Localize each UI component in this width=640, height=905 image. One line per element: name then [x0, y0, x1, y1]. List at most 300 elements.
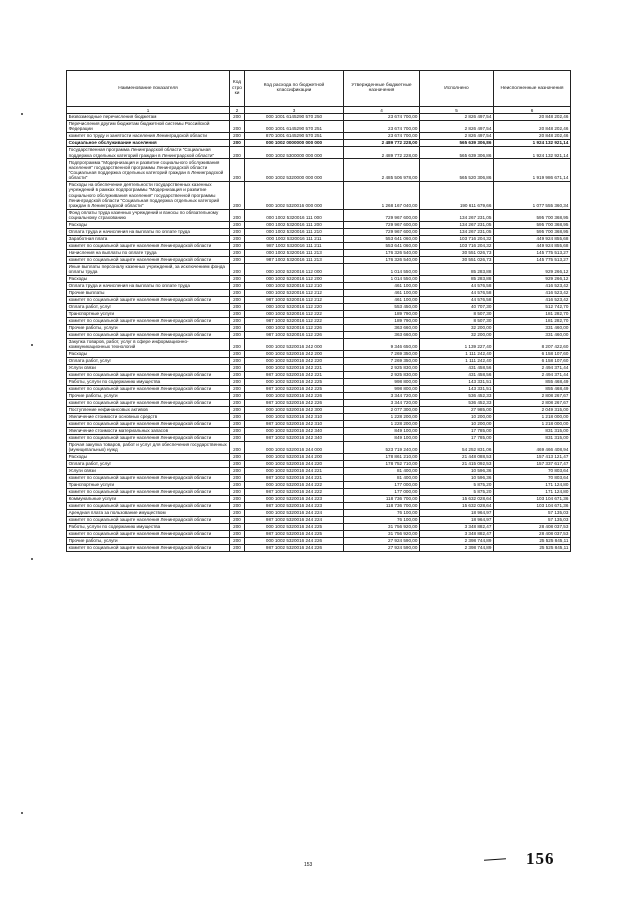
- column-number-row: [67, 106, 571, 113]
- row-line-code: 200: [230, 357, 245, 364]
- row-unexecuted-amount: 70 803,64: [494, 474, 571, 481]
- row-approved-amount: 461 100,00: [344, 296, 420, 303]
- row-indicator-name: комитет по социальной защите населения Ленинградской области: [67, 242, 230, 249]
- row-indicator-name: Расходы: [67, 453, 230, 460]
- row-line-code: 200: [230, 303, 245, 310]
- row-approved-amount: 553 641 060,00: [344, 235, 420, 242]
- row-line-code: 200: [230, 221, 245, 228]
- row-executed-amount: 85 283,88: [420, 263, 494, 275]
- row-budget-code: 000 1002 5320016 111 000: [245, 209, 344, 221]
- row-executed-amount: 44 576,58: [420, 289, 494, 296]
- row-approved-amount: 176 326 540,00: [344, 256, 420, 263]
- row-line-code: 200: [230, 460, 245, 467]
- row-indicator-name: Коммунальные услуги: [67, 495, 230, 502]
- table-row: [67, 303, 571, 310]
- row-unexecuted-amount: 331 460,00: [494, 331, 571, 338]
- row-approved-amount: 729 967 600,00: [344, 209, 420, 221]
- row-indicator-name: Прочая закупка товаров, работ и услуг для обеспечения государственных (муниципальных) нужд: [67, 441, 230, 453]
- row-indicator-name: комитет по социальной защите населения Ленинградской области: [67, 420, 230, 427]
- row-unexecuted-amount: 512 742,70: [494, 303, 571, 310]
- row-unexecuted-amount: 855 468,49: [494, 378, 571, 385]
- row-line-code: 200: [230, 509, 245, 516]
- row-line-code: 200: [230, 228, 245, 235]
- table-row: [67, 249, 571, 256]
- table-row: [67, 209, 571, 221]
- table-row: [67, 481, 571, 488]
- row-executed-amount: 44 576,58: [420, 296, 494, 303]
- row-line-code: 200: [230, 181, 245, 209]
- row-approved-amount: 178 861 210,00: [344, 453, 420, 460]
- row-executed-amount: 85 283,88: [420, 275, 494, 282]
- row-budget-code: 987 1002 5320016 244 223: [245, 502, 344, 509]
- row-budget-code: 000 1002 5320016 244 223: [245, 495, 344, 502]
- row-budget-code: 987 1002 5320016 244 224: [245, 516, 344, 523]
- row-line-code: 200: [230, 427, 245, 434]
- row-unexecuted-amount: 103 104 671,36: [494, 495, 571, 502]
- table-row: [67, 544, 571, 551]
- row-indicator-name: комитет по социальной защите населения Ленинградской области: [67, 474, 230, 481]
- row-unexecuted-amount: 20 848 202,46: [494, 113, 571, 120]
- scan-margin-dot: [21, 812, 23, 814]
- row-approved-amount: 2 485 506 978,00: [344, 159, 420, 182]
- row-budget-code: 000 1002 5320016 111 210: [245, 228, 344, 235]
- row-indicator-name: Заработная плата: [67, 235, 230, 242]
- row-unexecuted-amount: 8 207 422,60: [494, 338, 571, 350]
- row-line-code: 200: [230, 242, 245, 249]
- row-indicator-name: Транспортные услуги: [67, 481, 230, 488]
- row-unexecuted-amount: 2 494 371,44: [494, 371, 571, 378]
- table-row: [67, 502, 571, 509]
- row-budget-code: 000 1002 5320016 244 200: [245, 453, 344, 460]
- row-indicator-name: Увеличение стоимости материальных запасов: [67, 427, 230, 434]
- scan-margin-dot: [31, 558, 33, 560]
- row-budget-code: 987 1002 5320016 111 211: [245, 242, 344, 249]
- row-indicator-name: Оплата работ, услуг: [67, 357, 230, 364]
- row-executed-amount: 10 200,00: [420, 413, 494, 420]
- row-approved-amount: 461 100,00: [344, 282, 420, 289]
- row-approved-amount: 81 400,00: [344, 467, 420, 474]
- table-row: [67, 331, 571, 338]
- row-approved-amount: 1 268 167 040,00: [344, 181, 420, 209]
- row-approved-amount: 7 269 350,00: [344, 350, 420, 357]
- row-budget-code: 987 1002 5320016 242 226: [245, 399, 344, 406]
- row-unexecuted-amount: 171 124,80: [494, 481, 571, 488]
- row-unexecuted-amount: 416 523,42: [494, 296, 571, 303]
- row-approved-amount: 523 719 240,00: [344, 441, 420, 453]
- table-row: [67, 427, 571, 434]
- row-budget-code: 870 1001 6145290 570 251: [245, 132, 344, 139]
- row-budget-code: 987 1002 5320016 244 225: [245, 530, 344, 537]
- row-executed-amount: 44 576,58: [420, 282, 494, 289]
- column-number: 6: [494, 106, 571, 113]
- row-unexecuted-amount: 2 494 371,44: [494, 364, 571, 371]
- row-budget-code: 987 1002 5320016 112 222: [245, 317, 344, 324]
- row-indicator-name: комитет по социальной защите населения Ленинградской области: [67, 331, 230, 338]
- row-executed-amount: 2 826 497,54: [420, 120, 494, 132]
- row-line-code: 200: [230, 481, 245, 488]
- row-indicator-name: Арендная плата за пользование имуществом: [67, 509, 230, 516]
- row-budget-code: 987 1002 5320016 244 221: [245, 474, 344, 481]
- table-row: [67, 139, 571, 146]
- row-unexecuted-amount: 1 919 986 671,14: [494, 159, 571, 182]
- row-approved-amount: 189 790,00: [344, 310, 420, 317]
- row-executed-amount: 1 139 227,40: [420, 338, 494, 350]
- row-line-code: 200: [230, 132, 245, 139]
- row-executed-amount: 10 596,36: [420, 474, 494, 481]
- row-budget-code: 000 1002 5320016 111 200: [245, 221, 344, 228]
- row-approved-amount: 7 269 350,00: [344, 357, 420, 364]
- row-indicator-name: комитет по социальной защите населения Ленинградской области: [67, 502, 230, 509]
- row-unexecuted-amount: 6 158 107,60: [494, 357, 571, 364]
- table-header-row: [67, 71, 571, 107]
- row-approved-amount: 76 100,00: [344, 509, 420, 516]
- row-executed-amount: 40 707,30: [420, 303, 494, 310]
- row-line-code: 200: [230, 378, 245, 385]
- row-executed-amount: 30 551 026,73: [420, 256, 494, 263]
- row-indicator-name: Государственная программа Ленинградской области "Социальная поддержка отдельных категорий граждан в Ленинградской области": [67, 146, 230, 158]
- row-indicator-name: Подпрограмма "Модернизация и развитие социального обслуживания населения" государственной программы Ленинградской области "Социальная поддержка отдельных категорий граждан в Ленинградской области": [67, 159, 230, 182]
- row-indicator-name: Перечисления другим бюджетам бюджетной системы Российской Федерации: [67, 120, 230, 132]
- row-approved-amount: 3 344 720,00: [344, 399, 420, 406]
- row-unexecuted-amount: 416 523,42: [494, 289, 571, 296]
- row-budget-code: 987 1002 5320016 242 225: [245, 385, 344, 392]
- table-row: [67, 399, 571, 406]
- row-approved-amount: 998 800,00: [344, 385, 420, 392]
- row-unexecuted-amount: 57 135,03: [494, 509, 571, 516]
- row-approved-amount: 729 967 600,00: [344, 228, 420, 235]
- table-row: [67, 460, 571, 467]
- row-line-code: 200: [230, 120, 245, 132]
- row-line-code: 200: [230, 235, 245, 242]
- scan-margin-dot: [21, 113, 23, 115]
- row-indicator-name: Прочие работы, услуги: [67, 324, 230, 331]
- row-unexecuted-amount: 1 077 555 360,34: [494, 181, 571, 209]
- row-executed-amount: 8 507,30: [420, 317, 494, 324]
- row-line-code: 200: [230, 420, 245, 427]
- row-approved-amount: 23 674 700,00: [344, 120, 420, 132]
- row-indicator-name: Прочие выплаты: [67, 289, 230, 296]
- row-executed-amount: 5 875,20: [420, 488, 494, 495]
- row-budget-code: 987 1002 5320016 111 213: [245, 256, 344, 263]
- row-line-code: 200: [230, 296, 245, 303]
- row-unexecuted-amount: 25 525 845,11: [494, 544, 571, 551]
- row-executed-amount: 134 267 231,05: [420, 228, 494, 235]
- row-line-code: 200: [230, 467, 245, 474]
- column-number: 3: [245, 106, 344, 113]
- row-approved-amount: 2 489 772 228,00: [344, 139, 420, 146]
- table-row: [67, 474, 571, 481]
- row-line-code: 200: [230, 324, 245, 331]
- row-unexecuted-amount: 2 808 267,67: [494, 392, 571, 399]
- row-approved-amount: 177 000,00: [344, 488, 420, 495]
- row-unexecuted-amount: 929 266,12: [494, 263, 571, 275]
- row-approved-amount: 178 752 710,00: [344, 460, 420, 467]
- row-budget-code: 987 1002 5320016 242 310: [245, 420, 344, 427]
- row-executed-amount: 134 267 231,05: [420, 209, 494, 221]
- row-indicator-name: Услуги связи: [67, 364, 230, 371]
- row-unexecuted-amount: 416 523,42: [494, 282, 571, 289]
- row-unexecuted-amount: 181 282,70: [494, 310, 571, 317]
- row-line-code: 200: [230, 495, 245, 502]
- table-row: [67, 181, 571, 209]
- row-approved-amount: 2 925 830,00: [344, 364, 420, 371]
- row-line-code: 200: [230, 434, 245, 441]
- row-approved-amount: 1 228 200,00: [344, 413, 420, 420]
- row-budget-code: 000 1002 5320016 242 200: [245, 350, 344, 357]
- row-budget-code: 000 1002 5320016 242 340: [245, 427, 344, 434]
- row-line-code: 200: [230, 139, 245, 146]
- row-executed-amount: 2 826 497,54: [420, 132, 494, 139]
- row-budget-code: 000 1002 5320016 112 226: [245, 324, 344, 331]
- row-executed-amount: 10 200,00: [420, 420, 494, 427]
- table-row: [67, 159, 571, 182]
- row-budget-code: 000 1002 5320016 111 213: [245, 249, 344, 256]
- row-unexecuted-amount: 171 124,80: [494, 488, 571, 495]
- table-row: [67, 146, 571, 158]
- row-budget-code: 987 1002 5320016 242 221: [245, 371, 344, 378]
- table-row: [67, 385, 571, 392]
- row-indicator-name: Транспортные услуги: [67, 310, 230, 317]
- column-number: 2: [230, 106, 245, 113]
- row-indicator-name: комитет по труду и занятости населения Ленинградской области: [67, 132, 230, 139]
- table-row: [67, 364, 571, 371]
- row-indicator-name: комитет по социальной защите населения Ленинградской области: [67, 516, 230, 523]
- row-unexecuted-amount: 20 848 202,46: [494, 132, 571, 139]
- column-number: 5: [420, 106, 494, 113]
- row-line-code: 200: [230, 523, 245, 530]
- row-executed-amount: 431 458,56: [420, 371, 494, 378]
- row-budget-code: 000 1002 5320016 244 226: [245, 537, 344, 544]
- table-row: [67, 282, 571, 289]
- row-indicator-name: Безвозмездные перечисления бюджетам: [67, 113, 230, 120]
- row-unexecuted-amount: 145 775 513,27: [494, 249, 571, 256]
- row-line-code: 200: [230, 282, 245, 289]
- row-line-code: 200: [230, 502, 245, 509]
- row-approved-amount: 461 100,00: [344, 289, 420, 296]
- row-line-code: 200: [230, 406, 245, 413]
- row-budget-code: 000 1002 5300000 000 000: [245, 146, 344, 158]
- row-executed-amount: 134 267 231,05: [420, 221, 494, 228]
- row-unexecuted-amount: 6 158 107,60: [494, 350, 571, 357]
- row-unexecuted-amount: 57 135,03: [494, 516, 571, 523]
- table-row: [67, 350, 571, 357]
- row-indicator-name: Расходы: [67, 275, 230, 282]
- row-unexecuted-amount: 449 924 855,68: [494, 235, 571, 242]
- row-executed-amount: 565 639 306,86: [420, 139, 494, 146]
- row-unexecuted-amount: 595 700 368,95: [494, 209, 571, 221]
- row-budget-code: 000 1001 6145290 570 250: [245, 113, 344, 120]
- column-number: 1: [67, 106, 230, 113]
- row-approved-amount: 729 967 600,00: [344, 221, 420, 228]
- row-line-code: 200: [230, 256, 245, 263]
- table-row: [67, 242, 571, 249]
- row-budget-code: 987 1002 5320016 244 222: [245, 488, 344, 495]
- table-row: [67, 516, 571, 523]
- row-approved-amount: 2 489 772 228,00: [344, 146, 420, 158]
- row-executed-amount: 103 716 204,32: [420, 242, 494, 249]
- row-executed-amount: 190 611 679,66: [420, 181, 494, 209]
- row-executed-amount: 30 551 026,73: [420, 249, 494, 256]
- row-approved-amount: 118 736 700,00: [344, 495, 420, 502]
- row-budget-code: 000 1002 5320016 112 212: [245, 289, 344, 296]
- row-unexecuted-amount: 831 315,00: [494, 434, 571, 441]
- row-line-code: 200: [230, 385, 245, 392]
- row-approved-amount: 31 756 920,00: [344, 523, 420, 530]
- table-row: [67, 392, 571, 399]
- row-line-code: 200: [230, 413, 245, 420]
- table-row: [67, 406, 571, 413]
- table-row: [67, 120, 571, 132]
- table-row: [67, 289, 571, 296]
- row-budget-code: 000 1002 5320016 242 000: [245, 338, 344, 350]
- table-row: [67, 537, 571, 544]
- header-approved-allocations: Утвержденные бюджетные назначения: [344, 71, 420, 107]
- row-indicator-name: комитет по социальной защите населения Ленинградской области: [67, 256, 230, 263]
- row-approved-amount: 27 924 590,00: [344, 537, 420, 544]
- table-row: [67, 420, 571, 427]
- row-unexecuted-amount: 181 282,70: [494, 317, 571, 324]
- row-indicator-name: Иные выплаты персоналу казенных учреждений, за исключением фонда оплаты труда: [67, 263, 230, 275]
- row-line-code: 200: [230, 275, 245, 282]
- row-indicator-name: Работы, услуги по содержанию имущества: [67, 378, 230, 385]
- row-unexecuted-amount: 28 408 037,53: [494, 530, 571, 537]
- row-indicator-name: комитет по социальной защите населения Ленинградской области: [67, 488, 230, 495]
- header-budget-classification-code: Код расхода по бюджетной классификации: [245, 71, 344, 107]
- row-budget-code: 000 1001 6145290 570 251: [245, 120, 344, 132]
- budget-execution-table: [66, 70, 571, 552]
- row-approved-amount: 998 800,00: [344, 378, 420, 385]
- row-executed-amount: 3 348 882,47: [420, 530, 494, 537]
- row-approved-amount: 1 014 550,00: [344, 263, 420, 275]
- row-executed-amount: 18 964,97: [420, 516, 494, 523]
- row-executed-amount: 143 331,51: [420, 385, 494, 392]
- stamped-sheet-number: 156: [526, 849, 555, 868]
- header-unexecuted-allocations: Неисполненные назначения: [494, 71, 571, 107]
- row-indicator-name: Оплата труда и начисления на выплаты по оплате труда: [67, 282, 230, 289]
- header-line-code: Код стро ки: [230, 71, 245, 107]
- table-row: [67, 378, 571, 385]
- row-approved-amount: 177 000,00: [344, 481, 420, 488]
- row-approved-amount: 31 756 920,00: [344, 530, 420, 537]
- row-indicator-name: Закупка товаров, работ, услуг в сфере информационно-коммуникационных технологий: [67, 338, 230, 350]
- table-row: [67, 263, 571, 275]
- row-approved-amount: 2 077 300,00: [344, 406, 420, 413]
- table-row: [67, 488, 571, 495]
- row-executed-amount: 565 520 306,86: [420, 159, 494, 182]
- table-row: [67, 324, 571, 331]
- row-budget-code: 987 1002 5320016 112 212: [245, 296, 344, 303]
- row-executed-amount: 1 111 242,40: [420, 357, 494, 364]
- table-row: [67, 434, 571, 441]
- table-row: [67, 357, 571, 364]
- row-approved-amount: 27 924 590,00: [344, 544, 420, 551]
- row-line-code: 200: [230, 209, 245, 221]
- row-executed-amount: 536 452,33: [420, 392, 494, 399]
- scan-margin-dot: [31, 344, 33, 346]
- row-line-code: 200: [230, 331, 245, 338]
- row-line-code: 200: [230, 249, 245, 256]
- row-approved-amount: 3 344 720,00: [344, 392, 420, 399]
- row-executed-amount: 143 331,51: [420, 378, 494, 385]
- row-unexecuted-amount: 1 218 000,00: [494, 420, 571, 427]
- row-line-code: 200: [230, 488, 245, 495]
- row-unexecuted-amount: 103 104 671,36: [494, 502, 571, 509]
- row-unexecuted-amount: 929 266,12: [494, 275, 571, 282]
- row-indicator-name: комитет по социальной защите населения Ленинградской области: [67, 530, 230, 537]
- table-row: [67, 467, 571, 474]
- row-line-code: 200: [230, 530, 245, 537]
- row-line-code: 200: [230, 392, 245, 399]
- row-approved-amount: 2 925 830,00: [344, 371, 420, 378]
- column-number: 4: [344, 106, 420, 113]
- row-executed-amount: 27 985,00: [420, 406, 494, 413]
- row-indicator-name: Прочие работы, услуги: [67, 537, 230, 544]
- row-indicator-name: комитет по социальной защите населения Ленинградской области: [67, 544, 230, 551]
- row-line-code: 200: [230, 159, 245, 182]
- table-row: [67, 453, 571, 460]
- row-line-code: 200: [230, 289, 245, 296]
- table-row: [67, 338, 571, 350]
- budget-report-sheet: [66, 70, 570, 552]
- table-row: [67, 256, 571, 263]
- row-indicator-name: Оплата работ, услуг: [67, 460, 230, 467]
- row-line-code: 200: [230, 399, 245, 406]
- row-executed-amount: 3 348 882,47: [420, 523, 494, 530]
- row-budget-code: 000 1002 5320016 242 226: [245, 392, 344, 399]
- row-line-code: 200: [230, 364, 245, 371]
- row-approved-amount: 849 100,00: [344, 434, 420, 441]
- table-row: [67, 441, 571, 453]
- row-budget-code: 000 1002 5320016 242 300: [245, 406, 344, 413]
- row-budget-code: 000 1002 5320016 112 200: [245, 275, 344, 282]
- row-line-code: 200: [230, 310, 245, 317]
- table-row: [67, 317, 571, 324]
- row-indicator-name: Услуги связи: [67, 467, 230, 474]
- row-line-code: 200: [230, 317, 245, 324]
- row-unexecuted-amount: 831 315,00: [494, 427, 571, 434]
- row-line-code: 200: [230, 453, 245, 460]
- row-budget-code: 000 1002 5320016 244 221: [245, 467, 344, 474]
- row-line-code: 200: [230, 516, 245, 523]
- row-executed-amount: 54 252 831,06: [420, 441, 494, 453]
- row-executed-amount: 21 448 088,53: [420, 453, 494, 460]
- row-executed-amount: 2 398 744,89: [420, 544, 494, 551]
- row-budget-code: 000 1002 0000000 000 000: [245, 139, 344, 146]
- row-budget-code: 000 1002 5320016 242 220: [245, 357, 344, 364]
- row-approved-amount: 849 100,00: [344, 427, 420, 434]
- row-indicator-name: Расходы на обеспечение деятельности государственных казенных учреждений в рамках подпрограммы "Модернизация и развитие социального обслуживания населения" государственной программы Ленинградской области "Социальная поддержка отдельных категорий граждан в Ленинградской области": [67, 181, 230, 209]
- row-unexecuted-amount: 595 700 368,95: [494, 228, 571, 235]
- row-executed-amount: 15 632 028,64: [420, 495, 494, 502]
- table-row: [67, 228, 571, 235]
- row-approved-amount: 1 014 550,00: [344, 275, 420, 282]
- row-line-code: 200: [230, 263, 245, 275]
- row-approved-amount: 9 346 650,00: [344, 338, 420, 350]
- table-row: [67, 509, 571, 516]
- table-row: [67, 275, 571, 282]
- row-approved-amount: 118 736 700,00: [344, 502, 420, 509]
- row-indicator-name: Увеличение стоимости основных средств: [67, 413, 230, 420]
- row-budget-code: 000 1002 5320016 242 310: [245, 413, 344, 420]
- table-row: [67, 310, 571, 317]
- row-indicator-name: Прочие работы, услуги: [67, 392, 230, 399]
- row-indicator-name: Расходы: [67, 221, 230, 228]
- table-row: [67, 413, 571, 420]
- row-budget-code: 000 1002 5320016 111 211: [245, 235, 344, 242]
- row-approved-amount: 363 660,00: [344, 331, 420, 338]
- row-line-code: 200: [230, 474, 245, 481]
- table-row: [67, 523, 571, 530]
